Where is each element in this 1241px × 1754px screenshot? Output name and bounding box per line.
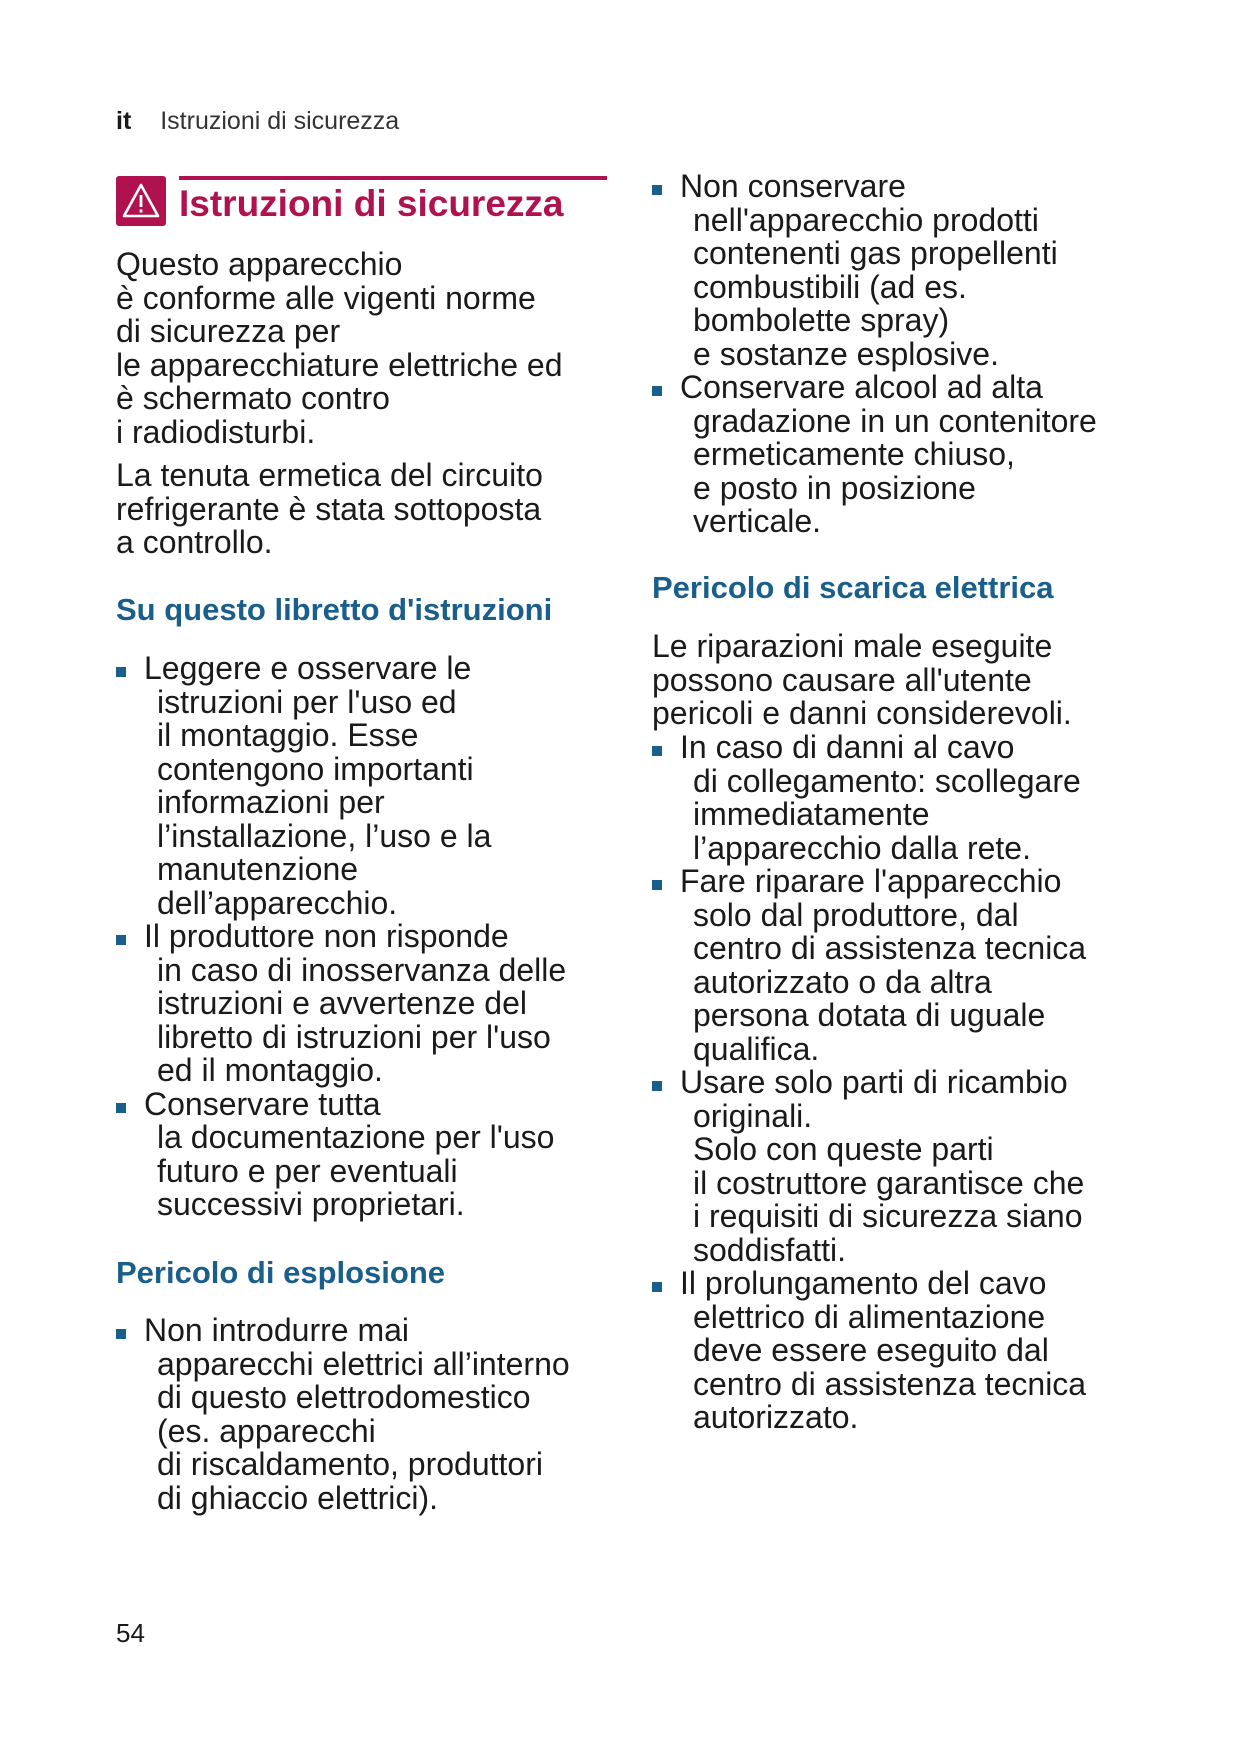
bullet-icon: [652, 386, 662, 396]
list-item: Conservare alcool ad alta gradazione in un contenitore ermeticamente chiuso, e posto in posizione verticale.: [652, 371, 1142, 539]
page-title: Istruzioni di sicurezza: [179, 183, 564, 224]
bullet-icon: [652, 1282, 662, 1292]
bullet-icon: [116, 1329, 126, 1339]
list-item: In caso di danni al cavo di collegamento: scollegare immediatamente l’apparecchio dalla rete.: [652, 731, 1142, 865]
header-title: Istruzioni di sicurezza: [160, 107, 400, 135]
list-item: Non introdurre mai apparecchi elettrici all’interno di questo elettrodomestico (es. apparecchi di riscaldamento, produttori di ghiaccio elettrici).: [116, 1314, 616, 1515]
bullet-icon: [116, 1103, 126, 1113]
bullet-icon: [652, 185, 662, 195]
list-manual: [116, 652, 616, 1222]
title-rule: [179, 176, 607, 180]
list-explosion-continued: [652, 170, 1142, 539]
heading-manual: Su questo libretto d'istruzioni: [116, 592, 553, 627]
heading-explosion: Pericolo di esplosione: [116, 1255, 446, 1290]
page-number: 54: [116, 1618, 145, 1648]
list-item: Il prolungamento del cavo elettrico di alimentazione deve essere eseguito dal centro di assistenza tecnica autorizzato.: [652, 1267, 1142, 1435]
list-item: Fare riparare l'apparecchio solo dal produttore, dal centro di assistenza tecnica autorizzato o da altra persona dotata di uguale qualifica.: [652, 865, 1142, 1066]
bullet-icon: [652, 880, 662, 890]
list-electric: [652, 731, 1142, 1435]
heading-electric: Pericolo di scarica elettrica: [652, 570, 1054, 605]
running-header: [116, 106, 399, 136]
language-code: it: [116, 107, 132, 135]
main-title-block: [116, 176, 606, 228]
list-explosion: [116, 1314, 616, 1515]
list-item: Usare solo parti di ricambio originali. Solo con queste parti il costruttore garantisce che i requisiti di sicurezza siano soddisfatti.: [652, 1066, 1142, 1267]
bullet-icon: [116, 935, 126, 945]
bullet-icon: [652, 1081, 662, 1091]
list-item: Conservare tutta la documentazione per l'uso futuro e per eventuali successivi proprietari.: [116, 1088, 616, 1222]
list-item: Non conservare nell'apparecchio prodotti contenenti gas propellenti combustibili (ad es. bombolette spray) e sostanze esplosive.: [652, 170, 1142, 371]
list-item: Leggere e osservare le istruzioni per l'uso ed il montaggio. Esse contengono importanti informazioni per l’installazione, l’uso e la manutenzione dell’apparecchio.: [116, 652, 616, 920]
bullet-icon: [116, 667, 126, 677]
intro-paragraph-1: Questo apparecchio è conforme alle vigenti norme di sicurezza per le apparecchiature elettriche ed è schermato contro i radiodisturbi.: [116, 246, 563, 450]
bullet-icon: [652, 746, 662, 756]
intro-paragraph-2: La tenuta ermetica del circuito refrigerante è stata sottoposta a controllo.: [116, 457, 543, 560]
warning-triangle-icon: [116, 176, 166, 226]
list-item: Il produttore non risponde in caso di inosservanza delle istruzioni e avvertenze del libretto di istruzioni per l'uso ed il montaggio.: [116, 920, 616, 1088]
electric-intro: Le riparazioni male eseguite possono causare all'utente pericoli e danni considerevoli.: [652, 628, 1072, 731]
